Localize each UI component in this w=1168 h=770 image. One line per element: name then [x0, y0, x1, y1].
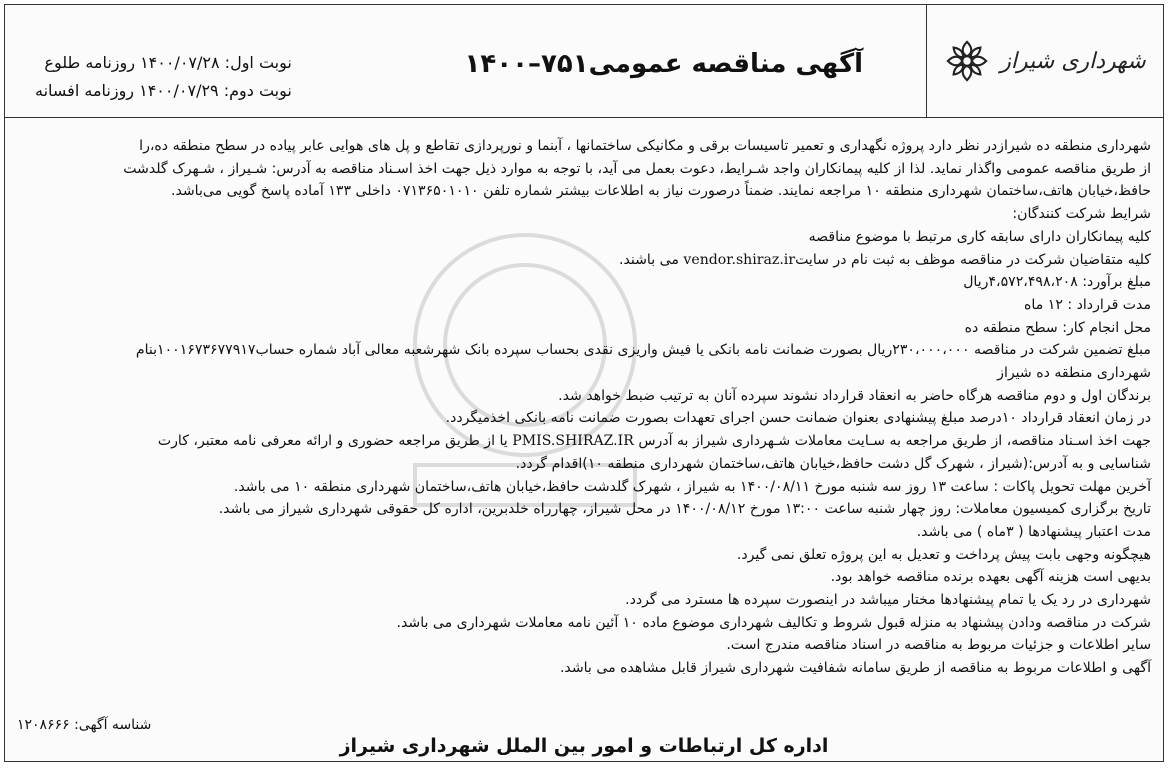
documents-line-2: شناسایی و به آدرس:(شیراز ، شهرک گل دشت حافظ،خیابان هاتف،ساختمان شهرداری منطقه ۱۰)اقدام گردد.	[515, 455, 1151, 472]
publication-first: نوبت اول: ۱۴۰۰/۰۷/۲۸ روزنامه طلوع	[44, 53, 292, 72]
conditions-heading: شرایط شرکت کنندگان:	[1012, 206, 1151, 223]
estimate-amount: مبلغ برآورد: ۴،۵۷۲،۴۹۸،۲۰۸ریال	[963, 274, 1151, 291]
transparency-note: آگهی و اطلاعات مربوط به مناقصه از طریق سامانه شفافیت شهرداری شیراز قابل مشاهده می باشد.	[559, 660, 1151, 677]
notice-header	[5, 5, 1163, 118]
notice-body	[17, 135, 1151, 680]
winners-clause: برندگان اول و دوم مناقصه هرگاه حاضر به انعقاد قرارداد نشوند سپرده آنان به ترتیب ضبط خواهد شد.	[558, 387, 1151, 404]
intro-line-1: شهرداری منطقه ده شیرازدر نظر دارد پروژه نگهداری و تعمیر تاسیسات برقی و مکانیکی ساختمانها ، آبنما و نورپردازی تقاطع و پل های هوایی عابر پیاده در سطح منطقه ده،را	[139, 138, 1151, 154]
registration-text: کلیه متقاضیان شرکت در مناقصه موظف به ثبت نام در سایت	[795, 251, 1151, 268]
work-location: محل انجام کار: سطح منطقه ده	[964, 319, 1151, 336]
publication-second: نوبت دوم: ۱۴۰۰/۰۷/۲۹ روزنامه افسانه	[35, 81, 292, 100]
municipality-logo	[926, 5, 1163, 117]
vendor-site-link[interactable]: vendor.shiraz.ir	[683, 251, 796, 268]
intro-line-2: از طریق مناقصه عمومی واگذار نماید. لذا از کلیه پیمانکاران واجد شـرایط، دعوت بعمل می آید، با توجه به موارد ذیل جهت اخذ اسـناد مناقصه به آدرس: شـیراز ، شـهرک گلدشت	[123, 160, 1151, 177]
proposal-validity: مدت اعتبار پیشنهادها ( ۳ماه ) می باشد.	[916, 523, 1151, 540]
registration-suffix: می باشند.	[618, 251, 684, 268]
rejection-clause: شهرداری در رد یک یا تمام پیشنهادها مختار میباشد در اینصورت سپرده ها مسترد می گردد.	[625, 592, 1151, 609]
pmis-site-link[interactable]: PMIS.SHIRAZ.IR	[512, 433, 634, 450]
prepayment-clause: هیچگونه وجهی بابت پیش پرداخت و تعدیل به این پروژه تعلق نمی گیرد.	[736, 546, 1151, 563]
guarantee-line-1: مبلغ تضمین شرکت در مناقصه ۲۳۰،۰۰۰،۰۰۰ریال بصورت ضمانت نامه بانکی یا فیش واریزی نقدی بحساب سپرده بانک شهرشعبه معالی آباد شماره حساب۱۰۰۱۶۷۳۶۷۷۹۱۷بنام	[135, 342, 1151, 359]
tender-notice	[4, 4, 1164, 762]
commission-date: تاریخ برگزاری کمیسیون معاملات: روز چهار شنبه ساعت ۱۳:۰۰ مورخ ۱۴۰۰/۰۸/۱۲ در محل شیراز، چهارراه خلدبرین، اداره کل حقوقی شهرداری شیراز می باشد.	[218, 501, 1151, 518]
condition-experience: کلیه پیمانکاران دارای سابقه کاری مرتبط با موضوع مناقصه	[808, 228, 1151, 245]
ad-cost-clause: بدیهی است هزینه آگهی بعهده برنده مناقصه خواهد بود.	[830, 569, 1151, 586]
performance-guarantee: در زمان انعقاد قرارداد ۱۰درصد مبلغ پیشنهادی بعنوان ضمانت حسن اجرای تعهدات بصورت ضمانت نامه بانکی اخذمیگردد.	[445, 410, 1151, 427]
ad-identifier: شناسه آگهی: ۱۲۰۸۶۶۶	[17, 717, 152, 733]
notice-title: آگهی مناقصه عمومی۷۵۱–۱۴۰۰	[464, 49, 863, 79]
condition-registration	[17, 249, 1151, 272]
documents-text: جهت اخذ اسـناد مناقصه، از طریق مراجعه به سـایت معاملات شـهرداری شیراز به آدرس	[633, 433, 1151, 450]
logo-text: شهرداری شیراز	[1000, 48, 1146, 74]
other-info: سایر اطلاعات و جزئیات مربوط به مناقصه در اسناد مناقصه مندرج است.	[726, 637, 1151, 654]
acceptance-clause: شرکت در مناقصه ودادن پیشنهاد به منزله قبول شروط و تکالیف شهرداری موضوع ماده ۱۰ آئین نامه معاملات شهرداری می باشد.	[396, 614, 1151, 631]
issuer-title: اداره کل ارتباطات و امور بین الملل شهرداری شیراز	[339, 735, 829, 757]
documents-suffix: یا از طریق مراجعه حضوری و ارائه معرفی نامه معتبر، کارت	[157, 433, 513, 450]
intro-line-3: حافظ،خیابان هاتف،ساختمان شهرداری منطقه ۱۰ مراجعه نمایند. ضمناً درصورت نیاز به اطلاعات بیشتر شماره تلفن ۰۷۱۳۶۵۰۱۰۱۰ داخلی ۱۳۳ آماده پاسخ گویی می‌باشد.	[171, 183, 1151, 200]
publication-info	[35, 49, 292, 105]
submission-deadline: آخرین مهلت تحویل پاکات : ساعت ۱۳ روز سه شنبه مورخ ۱۴۰۰/۰۸/۱۱ به شیراز ، شهرک گلدشت حافظ،خیابان هاتف،ساختمان شهرداری منطقه ۱۰ می باشد.	[233, 478, 1151, 495]
guarantee-line-2: شهرداری منطقه ده شیراز	[997, 365, 1151, 382]
contract-duration: مدت قرارداد : ۱۲ ماه	[1024, 296, 1151, 313]
flower-emblem-icon	[944, 38, 990, 84]
documents-line-1	[17, 430, 1151, 453]
